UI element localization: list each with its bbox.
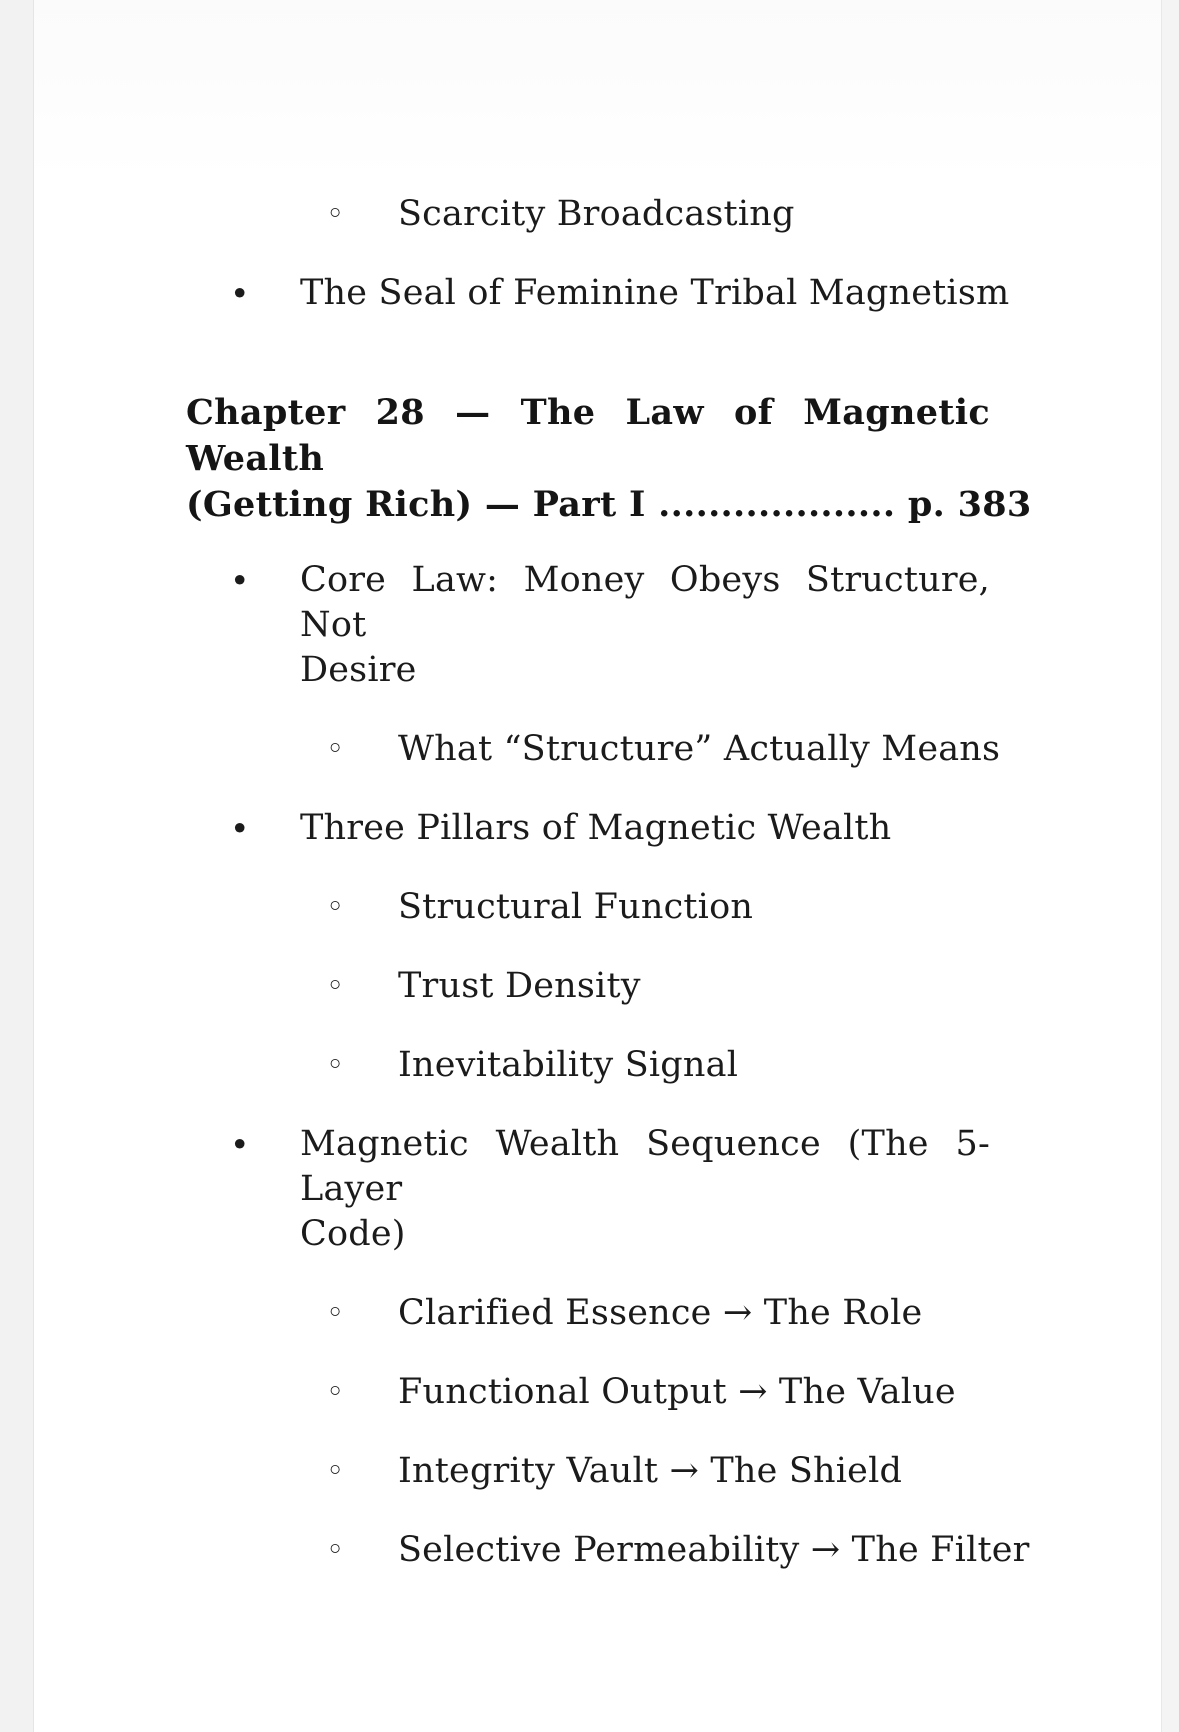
bullet-icon: •: [230, 561, 250, 600]
toc-item[interactable]: [186, 964, 990, 1009]
toc-list-chapter: [186, 558, 1030, 1573]
toc-item-label: Core Law: Money Obeys Structure, Not Desire: [300, 560, 990, 690]
toc-item-label: Integrity Vault → The Shield: [398, 1451, 903, 1491]
toc-item-label: Clarified Essence → The Role: [398, 1293, 923, 1333]
circle-bullet-icon: ◦: [326, 1047, 345, 1083]
circle-bullet-icon: ◦: [326, 1374, 345, 1410]
toc-item-label: The Seal of Feminine Tribal Magnetism: [300, 273, 1010, 313]
toc-item-label: Trust Density: [398, 966, 641, 1006]
toc-item-label: What “Structure” Actually Means: [398, 729, 1001, 769]
toc-item[interactable]: [186, 885, 990, 930]
circle-bullet-icon: ◦: [326, 1295, 345, 1331]
page-content: [186, 0, 1032, 1607]
toc-item-label: Inevitability Signal: [398, 1045, 739, 1085]
toc-item-label: Magnetic Wealth Sequence (The 5-Layer Code): [300, 1124, 990, 1254]
toc-list-top: [186, 192, 1010, 316]
toc-item[interactable]: [186, 1122, 990, 1257]
bullet-icon: •: [230, 1125, 250, 1164]
toc-item[interactable]: [186, 727, 1001, 772]
toc-item-label: Functional Output → The Value: [398, 1372, 956, 1412]
toc-item-label: Structural Function: [398, 887, 754, 927]
toc-item[interactable]: [186, 1291, 990, 1336]
circle-bullet-icon: ◦: [326, 889, 345, 925]
toc-item[interactable]: [186, 192, 990, 237]
toc-item[interactable]: [186, 1043, 990, 1088]
page-gutter-left: [0, 0, 34, 1732]
toc-item[interactable]: [186, 558, 990, 693]
toc-item[interactable]: [186, 806, 990, 851]
circle-bullet-icon: ◦: [326, 196, 345, 232]
page-gutter-right: [1161, 0, 1179, 1732]
circle-bullet-icon: ◦: [326, 1453, 345, 1489]
bullet-icon: •: [230, 274, 250, 313]
circle-bullet-icon: ◦: [326, 1532, 345, 1568]
toc-item[interactable]: [186, 271, 1010, 316]
bullet-icon: •: [230, 809, 250, 848]
circle-bullet-icon: ◦: [326, 968, 345, 1004]
toc-item[interactable]: [186, 1370, 990, 1415]
toc-item-label: Selective Permeability → The Filter: [398, 1530, 1030, 1570]
chapter-heading[interactable]: Chapter 28 — The Law of Magnetic Wealth (Getting Rich) — Part I ................... p. 383: [186, 392, 1032, 525]
circle-bullet-icon: ◦: [326, 731, 345, 767]
toc-item[interactable]: [186, 1528, 1030, 1573]
toc-item[interactable]: [186, 1449, 990, 1494]
toc-item-label: Three Pillars of Magnetic Wealth: [300, 808, 892, 848]
toc-item-label: Scarcity Broadcasting: [398, 194, 795, 234]
